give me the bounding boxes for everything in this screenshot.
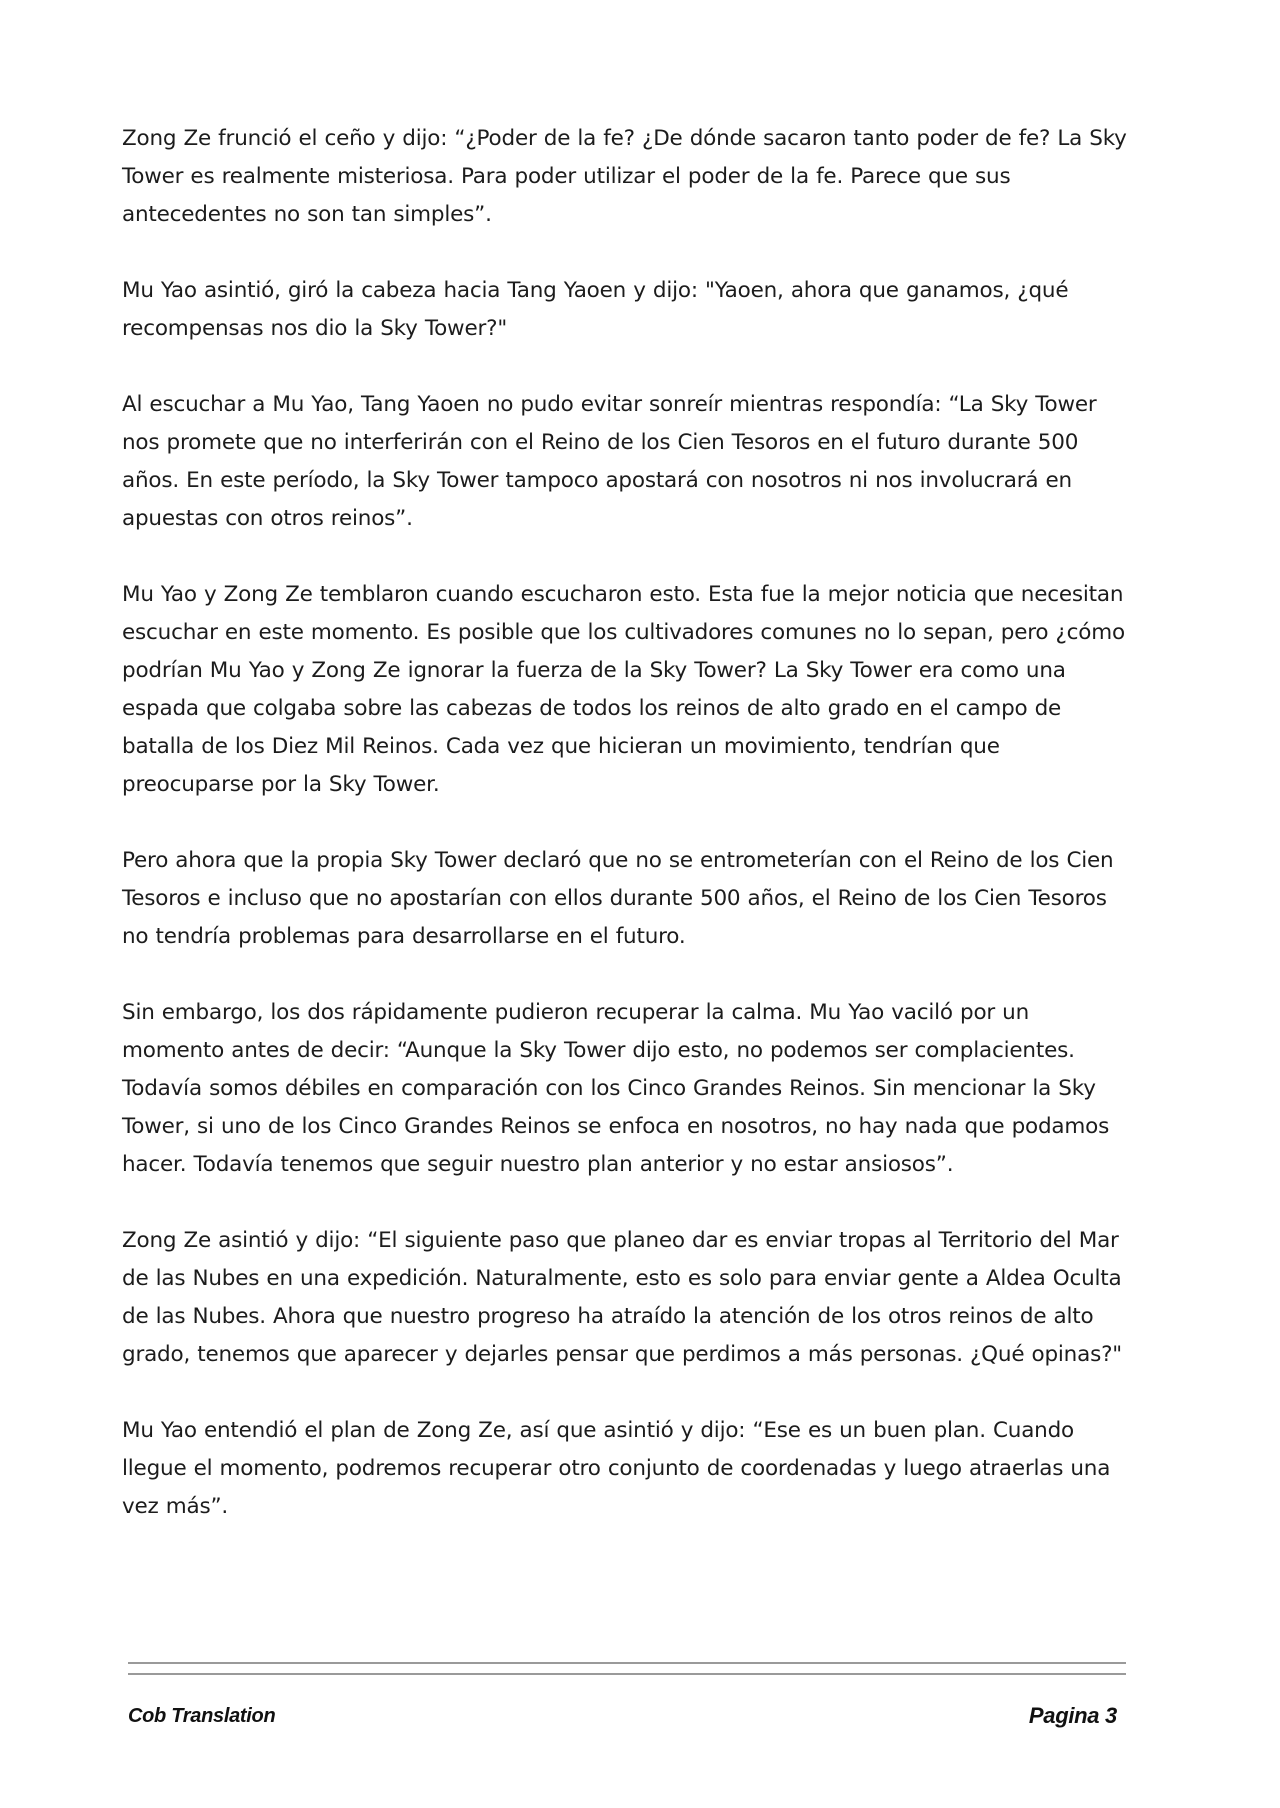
paragraph: Mu Yao entendió el plan de Zong Ze, así que asintió y dijo: “Ese es un buen plan. Cuando llegue el momento, podremos recuperar otro conjunto de coordenadas y luego atraerlas una vez más”.: [122, 1418, 1111, 1519]
paragraph: Sin embargo, los dos rápidamente pudieron recuperar la calma. Mu Yao vaciló por un momento antes de decir: “Aunque la Sky Tower dijo esto, no podemos ser complacientes. Todavía somos débiles en comparación con los Cinco Grandes Reinos. Sin mencionar la Sky Tower, si uno de los Cinco Grandes Reinos se enfoca en nosotros, no hay nada que podamos hacer. Todavía tenemos que seguir nuestro plan anterior y no estar ansiosos”.: [122, 1000, 1110, 1177]
document-body: [122, 120, 1132, 1564]
footer-divider: [128, 1662, 1126, 1675]
footer-page-number: Pagina 3: [1028, 1703, 1117, 1728]
paragraph: Mu Yao y Zong Ze temblaron cuando escucharon esto. Esta fue la mejor noticia que necesitan escuchar en este momento. Es posible que los cultivadores comunes no lo sepan, pero ¿cómo podrían Mu Yao y Zong Ze ignorar la fuerza de la Sky Tower? La Sky Tower era como una espada que colgaba sobre las cabezas de todos los reinos de alto grado en el campo de batalla de los Diez Mil Reinos. Cada vez que hicieran un movimiento, tendrían que preocuparse por la Sky Tower.: [122, 582, 1125, 797]
paragraph: Zong Ze asintió y dijo: “El siguiente paso que planeo dar es enviar tropas al Territorio del Mar de las Nubes en una expedición. Naturalmente, esto es solo para enviar gente a Aldea Oculta de las Nubes. Ahora que nuestro progreso ha atraído la atención de los otros reinos de alto grado, tenemos que aparecer y dejarles pensar que perdimos a más personas. ¿Qué opinas?": [122, 1228, 1122, 1367]
paragraph: Mu Yao asintió, giró la cabeza hacia Tang Yaoen y dijo: "Yaoen, ahora que ganamos, ¿qué recompensas nos dio la Sky Tower?": [122, 278, 1069, 341]
footer-rule-top: [128, 1662, 1126, 1664]
paragraph: Al escuchar a Mu Yao, Tang Yaoen no pudo evitar sonreír mientras respondía: “La Sky Tower nos promete que no interferirán con el Reino de los Cien Tesoros en el futuro durante 500 años. En este período, la Sky Tower tampoco apostará con nosotros ni nos involucrará en apuestas con otros reinos”.: [122, 392, 1097, 531]
footer-rule-bottom: [128, 1673, 1126, 1675]
footer-translator-credit: Cob Translation: [128, 1705, 276, 1727]
paragraph: Pero ahora que la propia Sky Tower declaró que no se entrometerían con el Reino de los Cien Tesoros e incluso que no apostarían con ellos durante 500 años, el Reino de los Cien Tesoros no tendría problemas para desarrollarse en el futuro.: [122, 848, 1114, 949]
paragraph: Zong Ze frunció el ceño y dijo: “¿Poder de la fe? ¿De dónde sacaron tanto poder de fe? La Sky Tower es realmente misteriosa. Para poder utilizar el poder de la fe. Parece que sus antecedentes no son tan simples”.: [122, 126, 1127, 227]
